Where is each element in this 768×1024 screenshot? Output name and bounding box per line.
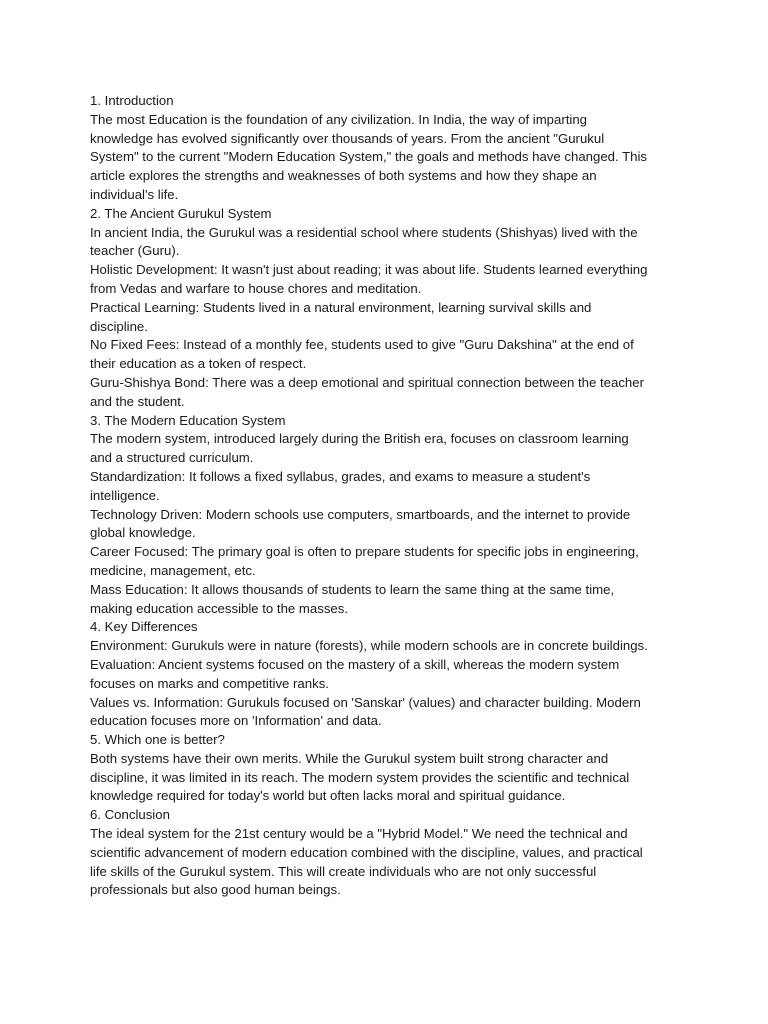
paragraph-line: The modern system, introduced largely during the British era, focuses on classroom learning — [90, 431, 629, 447]
paragraph-line: Both systems have their own merits. While the Gurukul system built strong character and — [90, 750, 609, 766]
paragraph-line: Practical Learning: Students lived in a natural environment, learning survival skills and — [90, 299, 592, 315]
paragraph-line: making education accessible to the masses. — [90, 600, 349, 616]
heading-ancient-gurukul-system: 2. The Ancient Gurukul System — [90, 205, 272, 221]
paragraph-line: Mass Education: It allows thousands of students to learn the same thing at the same time, — [90, 581, 615, 597]
paragraph-line: discipline. — [90, 318, 148, 334]
paragraph-line: article explores the strengths and weaknesses of both systems and how they shape an — [90, 168, 597, 184]
paragraph-line: knowledge has evolved significantly over thousands of years. From the ancient "Gurukul — [90, 130, 605, 146]
paragraph-line: their education as a token of respect. — [90, 356, 307, 372]
paragraph-line: Technology Driven: Modern schools use computers, smartboards, and the internet to provide — [90, 506, 631, 522]
paragraph-line: from Vedas and warfare to house chores and meditation. — [90, 280, 422, 296]
paragraph-line: Values vs. Information: Gurukuls focused on 'Sanskar' (values) and character building. Modern — [90, 694, 641, 710]
paragraph-line: and the student. — [90, 393, 185, 409]
paragraph-line: Environment: Gurukuls were in nature (forests), while modern schools are in concrete buildings. — [90, 638, 648, 654]
paragraph-line: No Fixed Fees: Instead of a monthly fee, students used to give "Guru Dakshina" at the end of — [90, 337, 634, 353]
paragraph-line: professionals but also good human beings. — [90, 882, 341, 898]
paragraph-line: Holistic Development: It wasn't just about reading; it was about life. Students learned everything — [90, 262, 648, 278]
paragraph-line: global knowledge. — [90, 525, 196, 541]
paragraph-line: scientific advancement of modern education combined with the discipline, values, and practical — [90, 844, 643, 860]
heading-conclusion: 6. Conclusion — [90, 807, 170, 823]
heading-which-one-is-better: 5. Which one is better? — [90, 732, 225, 748]
paragraph-line: Career Focused: The primary goal is often to prepare students for specific jobs in engineering, — [90, 544, 639, 560]
heading-introduction: 1. Introduction — [90, 93, 174, 108]
paragraph-line: intelligence. — [90, 487, 160, 503]
paragraph-line: individual's life. — [90, 186, 179, 202]
paragraph-line: Standardization: It follows a fixed syllabus, grades, and exams to measure a student's — [90, 468, 591, 484]
paragraph-line: Guru-Shishya Bond: There was a deep emotional and spiritual connection between the teacher — [90, 374, 644, 390]
paragraph-line: Evaluation: Ancient systems focused on the mastery of a skill, whereas the modern system — [90, 656, 620, 672]
document-page — [90, 92, 690, 900]
heading-modern-education-system: 3. The Modern Education System — [90, 412, 286, 428]
paragraph-line: teacher (Guru). — [90, 243, 180, 259]
paragraph-line: knowledge required for today's world but often lacks moral and spiritual guidance. — [90, 788, 566, 804]
paragraph-line: focuses on marks and competitive ranks. — [90, 675, 329, 691]
paragraph-line: The most Education is the foundation of any civilization. In India, the way of imparting — [90, 111, 588, 127]
paragraph-line: In ancient India, the Gurukul was a residential school where students (Shishyas) lived with the — [90, 224, 638, 240]
heading-key-differences: 4. Key Differences — [90, 619, 198, 635]
paragraph-line: life skills of the Gurukul system. This will create individuals who are not only successful — [90, 863, 597, 879]
paragraph-line: and a structured curriculum. — [90, 450, 254, 466]
paragraph-line: education focuses more on 'Information' and data. — [90, 713, 382, 729]
paragraph-line: medicine, management, etc. — [90, 562, 256, 578]
paragraph-line: System" to the current "Modern Education System," the goals and methods have changed. This — [90, 149, 647, 165]
paragraph-line: discipline, it was limited in its reach. The modern system provides the scientific and technical — [90, 769, 630, 785]
paragraph-line: The ideal system for the 21st century would be a "Hybrid Model." We need the technical and — [90, 826, 628, 842]
